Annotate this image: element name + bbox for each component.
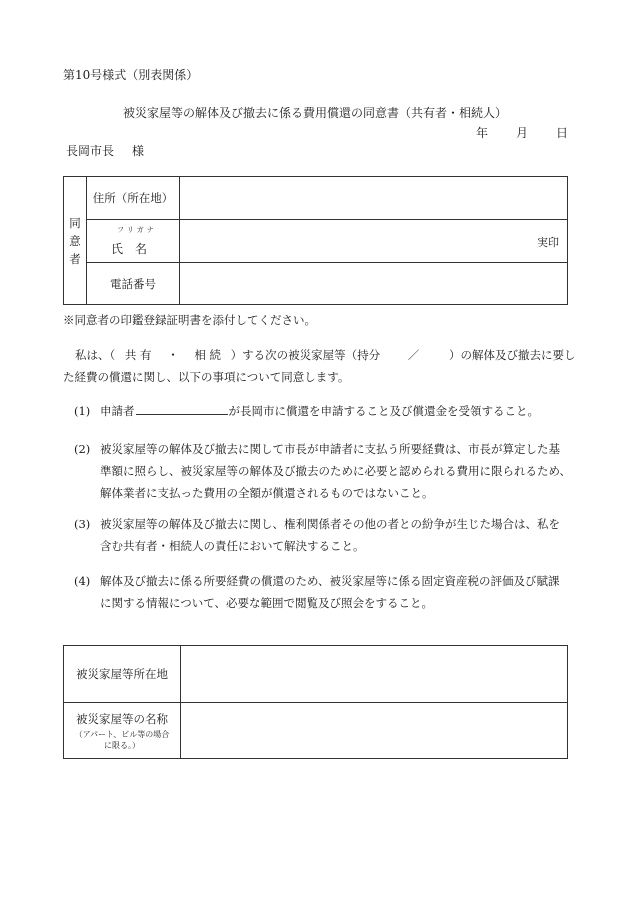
seal-label: 実印 xyxy=(537,236,559,249)
addressee-name: 長岡市長 xyxy=(66,144,115,158)
property-name-note: （アパート、ビル等の場合 に限る。） xyxy=(74,729,170,750)
document-title: 被災家屋等の解体及び撤去に係る費用償還の同意書（共有者・相続人） xyxy=(122,106,507,120)
date-day: 日 xyxy=(555,126,568,140)
property-table xyxy=(63,645,568,759)
option-kyoyu[interactable]: 共 有 xyxy=(124,348,152,362)
consenter-table xyxy=(63,176,568,305)
option-souzoku[interactable]: 相 続 xyxy=(194,348,222,362)
form-number: 第10号様式（別表関係） xyxy=(63,68,199,82)
consent-item-4: (4) 解体及び撤去に係る所要経費の償還のため、被災家屋等に係る固定資産税の評価及び賦課 に関する情報について、必要な範囲で閲覧及び照会をすること。 xyxy=(74,574,560,610)
address-label: 住所（所在地） xyxy=(87,177,180,220)
consenter-side-label xyxy=(64,177,87,305)
addressee-suffix: 様 xyxy=(132,144,145,158)
side-char-1: 同 xyxy=(69,215,81,230)
applicant-name-blank[interactable] xyxy=(136,402,228,415)
name-label-text: 氏 名 xyxy=(111,242,148,256)
property-location-field[interactable] xyxy=(181,646,568,703)
name-label xyxy=(87,220,180,263)
side-char-2: 意 xyxy=(69,233,81,248)
consent-item-1: (1) 申請者 が長岡市に償還を申請すること及び償還金を受領すること。 xyxy=(74,404,539,418)
share-separator: ／ xyxy=(407,348,420,362)
phone-label: 電話番号 xyxy=(87,263,180,305)
phone-field[interactable] xyxy=(180,263,568,305)
seal-certificate-note: ※同意者の印鑑登録証明書を添付してください。 xyxy=(63,313,316,327)
furigana-label: フリガナ xyxy=(117,226,157,234)
property-location-label: 被災家屋等所在地 xyxy=(64,646,181,703)
consent-statement: 私は、（ 共 有 ・ 相 続 ）する次の被災家屋等（持分 ／ ）の解体及び撤去に要し た経費の償還に関し、以下の事項について同意します。 xyxy=(63,348,576,384)
consent-item-3: (3) 被災家屋等の解体及び撤去に関し、権利関係者その他の者との紛争が生じた場合は、私を 含む共有者・相続人の責任において解決すること。 xyxy=(74,517,560,553)
date-year: 年 xyxy=(475,126,488,140)
side-char-3: 者 xyxy=(69,251,81,266)
address-field[interactable] xyxy=(180,177,568,220)
addressee xyxy=(66,142,144,159)
name-field[interactable] xyxy=(180,220,568,263)
property-name-field[interactable] xyxy=(181,703,568,759)
property-name-label: 被災家屋等の名称 （アパート、ビル等の場合 に限る。） xyxy=(64,703,181,759)
date-month: 月 xyxy=(515,126,528,140)
date-line xyxy=(476,124,568,141)
consent-item-2: (2) 被災家屋等の解体及び撤去に関して市長が申請者に支払う所要経費は、市長が算定した基 準額に照らし、被災家屋等の解体及び撤去のために必要と認められる費用に限られるため、 解体業者に支払った費用の全額が償還されるものではないこと。 xyxy=(74,442,572,500)
